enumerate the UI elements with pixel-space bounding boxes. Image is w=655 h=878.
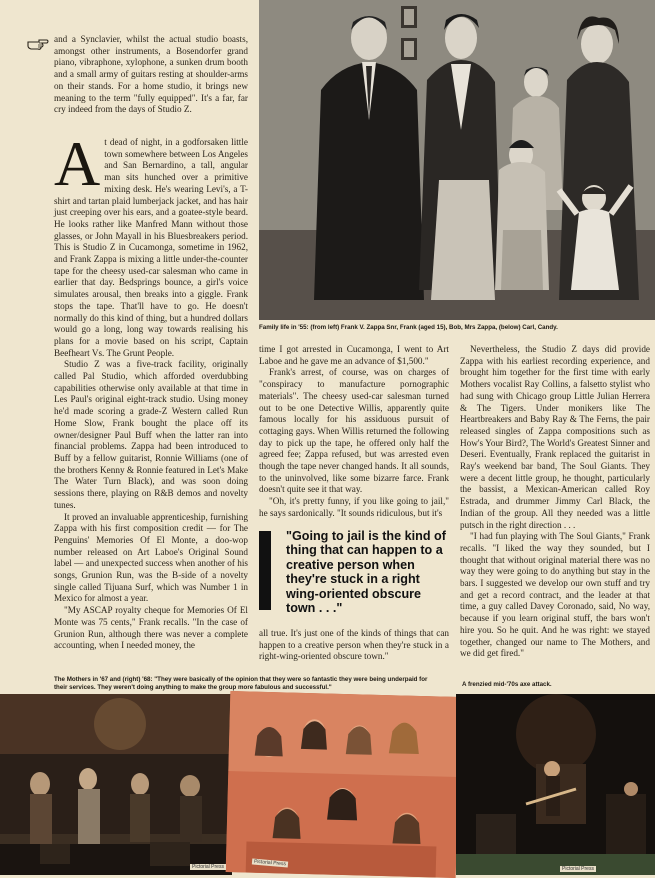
pull-quote: "Going to jail is the kind of thing that can happen to a creative person when they're stuck in a right wing-oriented obscure town . . ." — [286, 529, 446, 616]
axe-attack-illustration — [456, 694, 655, 875]
mothers-68-photo — [226, 691, 461, 878]
mothers-67-illustration — [0, 694, 232, 875]
photo-credit-2: Pictorial Press — [253, 858, 287, 868]
mothers-photos-caption: The Mothers in '67 and (right) '68: "They were basically of the opinion that they were so fantastic they were being underpaid for their services. They weren't doing anything to make the group more fabulous and successful." — [54, 676, 428, 691]
mothers-67-photo — [0, 694, 232, 875]
mothers-68-illustration — [226, 691, 461, 878]
article-column-2-top: time I got arrested in Cucamonga, I went to Art Laboe and he gave me an advance of $1,500." Frank's arrest, of course, was on charges of "conspiracy to manufacture pornographic materials". The cheesy used-car salesman turned out to be one Detective Willis, apparently quite famous locally for his assiduous pursuit of cottaging gays. When Willis returned the following day to pick up the tape, he offered only half the agreed fee; Zappa refused, but was arrested even though the tape never changed hands. It all sounds, to the uninvolved, like some bizarre farce. Frank doesn't quite see it that way. "Oh, it's pretty funny, if you like going to jail," he says sardonically. "It sounds ridiculous, but it's — [259, 344, 449, 518]
drop-cap: A — [54, 128, 101, 199]
axe-attack-photo — [456, 694, 655, 875]
pointing-hand-icon — [27, 37, 49, 51]
photo-credit-3: Pictorial Press — [562, 866, 594, 872]
family-photo — [259, 0, 655, 320]
intro-paragraph: and a Synclavier, whilst the actual studio boasts, amongst other instruments, a Bosendorfer grand piano, vibraphone, xylophone, a sunken drum booth and a small army of guitars resting at shoulder-arms on their stands. For a home studio, it brings new meaning to the term "fully equipped". It's a far, far cry indeed from the days of Studio Z. — [54, 34, 248, 115]
family-photo-illustration — [259, 0, 655, 320]
photo-credit-1: Pictorial Press — [192, 864, 224, 870]
axe-attack-caption: A frenzied mid-'70s axe attack. — [462, 681, 552, 688]
pull-quote-bar — [259, 531, 271, 610]
family-photo-caption: Family life in '55: (from left) Frank V. Zappa Snr, Frank (aged 15), Bob, Mrs Zappa, (below) Carl, Candy. — [259, 324, 558, 331]
article-column-2-bottom: all true. It's just one of the kinds of things that can happen to a creative person when they're stuck in a right-wing-oriented obscure town." — [259, 628, 449, 662]
article-column-3: Nevertheless, the Studio Z days did provide Zappa with his earliest recording experience, and brought him together for the first time with early Mothers vocalist Ray Collins, a falsetto stylist who had sung with Chicago group Little Julian Herrera & The Tigers. Under monikers like The Heartbreakers and Baby Ray & The Ferns, the pair released singles of Zappa compositions such as How's Your Bird?, The World's Greatest Sinner and Deseri. Eventually, Frank replaced the guitarist in Ray's weekend bar band, The Soul Giants. They were a decent little group, he thought, particularly the bassist, a Mexican-American called Roy Estrada, and drummer Jimmy Carl Black, the Indian of the group. All they needed was a little putsch in the right direction . . . "I had fun playing with The Soul Giants," Frank recalls. "I liked the way they sounded, but I thought that without original material there was no way they were going to do anything but stay in the bars. I suggested we develop our own stuff and try and get a record contract, and the leader at that time, a guy called Davey Coronado, said, No way, because if you learn original stuff, the bars won't hire you. So he quit. And he was right: we stayed together, changed our name to The Mothers, and we did get fired." — [460, 344, 650, 659]
article-column-1: A t dead of night, in a godforsaken little town somewhere between Los Angeles and San Bernardino, a tall, angular man sits hunched over a primitive mixing desk. He's wearing Levi's, a T-shirt and tartan plaid lumberjack jacket, and has hair just creeping over his ears, and a goatee-style beard. He looks rather like Manfred Mann without those glasses, or John Mayall in his Bluesbreakers period. This is Studio Z in Cucamonga, sometime in 1962, and Frank Zappa is mixing a little under-the-counter tape for the cheesy used-car salesman who came in earlier that day. Bedsprings bounce, a girl's voice simulates arousal, then breaks into a giggle. Frank stops the tape. That'll have to go. He doesn't normally do this kind of thing, but a hundred dollars would go a long, long way towards realising his plans for a movie based on his script, Captain Beefheart Vs. The Grunt People. Studio Z was a five-track facility, originally called Pal Studio, which afforded overdubbing capabilities otherwise only available at that time in Les Paul's original eight-track studio. Using money he'd made scoring a grade-Z Western called Run Home Slow, Frank bought the place off its owner/designer Paul Buff when the latter ran into financial problems. Zappa had been introduced to Buff by a fellow guitarist, Ronnie Williams (one of the brothers Kenny & Ronnie featured in Let's Make The Water Turn Black), and was soon doing sessions there, playing on R&B demos and novelty tunes. It proved an invaluable apprenticeship, furnishing Zappa with his first composition credit — for The Penguins' Memories Of El Monte, a doo-wop number released on Art Laboe's Original Sound label — and unexpected success when another of his songs, Grunion Run, was the B-side of a novelty single called Tijuana Surf, which was Number 1 in Mexico for almost a year. "My ASCAP royalty cheque for Memories Of El Monte was 75 cents," Frank recalls. "In the case of Grunion Run, although there was never a complete accounting, when I needed money, the — [54, 128, 248, 651]
